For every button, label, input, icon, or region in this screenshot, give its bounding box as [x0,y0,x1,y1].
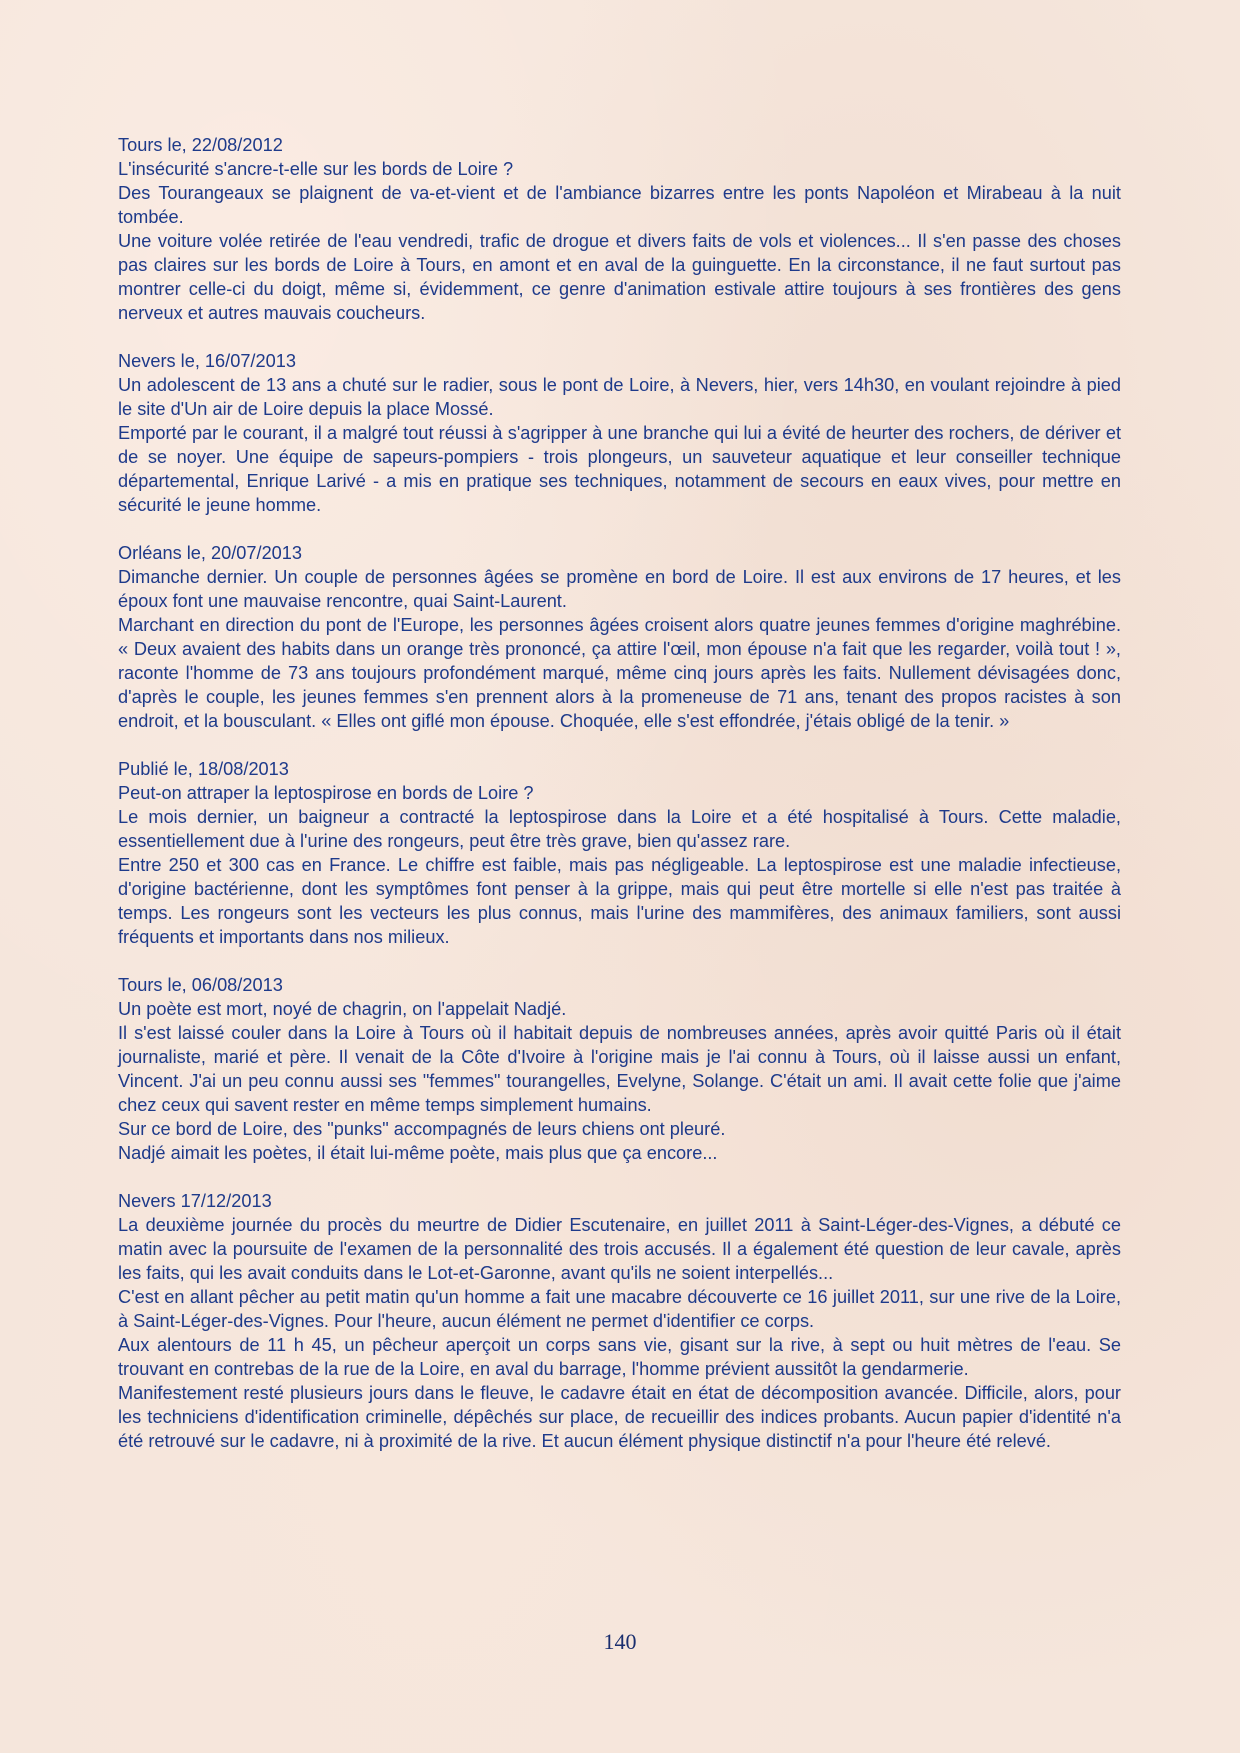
article-paragraph: Manifestement resté plusieurs jours dans le fleuve, le cadavre était en état de décomposition avancée. Difficile, alors, pour les techniciens d'identification criminelle, dépêchés sur place, de recueillir des indices probants. Aucun papier d'identité n'a été retrouvé sur le cadavre, ni à proximité de la rive. Et aucun élément physique distinctif n'a pour l'heure été relevé. [118,1383,1121,1451]
article-paragraph: Aux alentours de 11 h 45, un pêcheur aperçoit un corps sans vie, gisant sur la rive, à sept ou huit mètres de l'eau. Se trouvant en contrebas de la rue de la Loire, en aval du barrage, l'homme prévient aussitôt la gendarmerie. [118,1335,1121,1379]
article-tours-2012 [118,133,1121,325]
article-paragraph: Des Tourangeaux se plaignent de va-et-vient et de l'ambiance bizarres entre les ponts Napoléon et Mirabeau à la nuit tombée. [118,183,1121,227]
article-paragraph: Dimanche dernier. Un couple de personnes âgées se promène en bord de Loire. Il est aux environs de 17 heures, et les époux font une mauvaise rencontre, quai Saint-Laurent. [118,567,1121,611]
article-title: L'insécurité s'ancre-t-elle sur les bords de Loire ? [118,159,514,179]
article-paragraph: La deuxième journée du procès du meurtre de Didier Escutenaire, en juillet 2011 à Saint-Léger-des-Vignes, a débuté ce matin avec la poursuite de l'examen de la personnalité des trois accusés. Il a également été question de leur cavale, après les faits, qui les avait conduits dans le Lot-et-Garonne, avant qu'ils ne soient interpellés... [118,1215,1121,1283]
article-title: Un poète est mort, noyé de chagrin, on l'appelait Nadjé. [118,999,567,1019]
article-tours-2013-08 [118,973,1121,1165]
article-heading: Publié le, 18/08/2013 [118,759,289,779]
article-title: Peut-on attraper la leptospirose en bords de Loire ? [118,783,534,803]
document-content [118,133,1121,1477]
article-paragraph: Le mois dernier, un baigneur a contracté la leptospirose dans la Loire et a été hospitalisé à Tours. Cette maladie, essentiellement due à l'urine des rongeurs, peut être très grave, bien qu'assez rare. [118,807,1121,851]
article-paragraph: Marchant en direction du pont de l'Europe, les personnes âgées croisent alors quatre jeunes femmes d'origine maghrébine. « Deux avaient des habits dans un orange très prononcé, ça attire l'œil, mon épouse n'a fait que les regarder, voilà tout ! », raconte l'homme de 73 ans toujours profondément marqué, même cinq jours après les faits. Nullement dévisagées donc, d'après le couple, les jeunes femmes s'en prennent alors à la promeneuse de 71 ans, tenant des propos racistes à son endroit, et la bousculant. « Elles ont giflé mon épouse. Choquée, elle s'est effondrée, j'étais obligé de la tenir. » [118,615,1121,731]
article-heading: Tours le, 06/08/2013 [118,975,283,995]
article-paragraph: Un adolescent de 13 ans a chuté sur le radier, sous le pont de Loire, à Nevers, hier, vers 14h30, en voulant rejoindre à pied le site d'Un air de Loire depuis la place Mossé. [118,375,1121,419]
article-heading: Nevers le, 16/07/2013 [118,351,296,371]
article-heading: Tours le, 22/08/2012 [118,135,283,155]
article-paragraph: Sur ce bord de Loire, des "punks" accompagnés de leurs chiens ont pleuré. [118,1119,726,1139]
article-nevers-2013-07 [118,349,1121,517]
article-paragraph: Entre 250 et 300 cas en France. Le chiffre est faible, mais pas négligeable. La leptospirose est une maladie infectieuse, d'origine bactérienne, dont les symptômes font penser à la grippe, mais qui peut être mortelle si elle n'est pas traitée à temps. Les rongeurs sont les vecteurs les plus connus, mais l'urine des mammifères, des animaux familiers, sont aussi fréquents et importants dans nos milieux. [118,855,1121,947]
article-paragraph: Une voiture volée retirée de l'eau vendredi, trafic de drogue et divers faits de vols et violences... Il s'en passe des choses pas claires sur les bords de Loire à Tours, en amont et en aval de la guinguette. En la circonstance, il ne faut surtout pas montrer celle-ci du doigt, même si, évidemment, ce genre d'animation estivale attire toujours à ses frontières des gens nerveux et autres mauvais coucheurs. [118,231,1121,323]
article-leptospirose-2013 [118,757,1121,949]
article-heading: Nevers 17/12/2013 [118,1191,272,1211]
article-paragraph: Nadjé aimait les poètes, il était lui-même poète, mais plus que ça encore... [118,1143,718,1163]
article-paragraph: Il s'est laissé couler dans la Loire à Tours où il habitait depuis de nombreuses années, après avoir quitté Paris où il était journaliste, marié et père. Il venait de la Côte d'Ivoire à l'origine mais je l'ai connu à Tours, où il laisse aussi un enfant, Vincent. J'ai un peu connu aussi ses "femmes" tourangelles, Evelyne, Solange. C'était un ami. Il avait cette folie que j'aime chez ceux qui savent rester en même temps simplement humains. [118,1023,1121,1115]
page-number: 140 [603,1629,637,1654]
article-heading: Orléans le, 20/07/2013 [118,543,303,563]
article-nevers-2013-12 [118,1189,1121,1453]
article-paragraph: C'est en allant pêcher au petit matin qu'un homme a fait une macabre découverte ce 16 juillet 2011, sur une rive de la Loire, à Saint-Léger-des-Vignes. Pour l'heure, aucun élément ne permet d'identifier ce corps. [118,1287,1121,1331]
article-orleans-2013 [118,541,1121,733]
article-paragraph: Emporté par le courant, il a malgré tout réussi à s'agripper à une branche qui lui a évité de heurter des rochers, de dériver et de se noyer. Une équipe de sapeurs-pompiers - trois plongeurs, un sauveteur aquatique et leur conseiller technique départemental, Enrique Larivé - a mis en pratique ses techniques, notamment de secours en eaux vives, pour mettre en sécurité le jeune homme. [118,423,1121,515]
